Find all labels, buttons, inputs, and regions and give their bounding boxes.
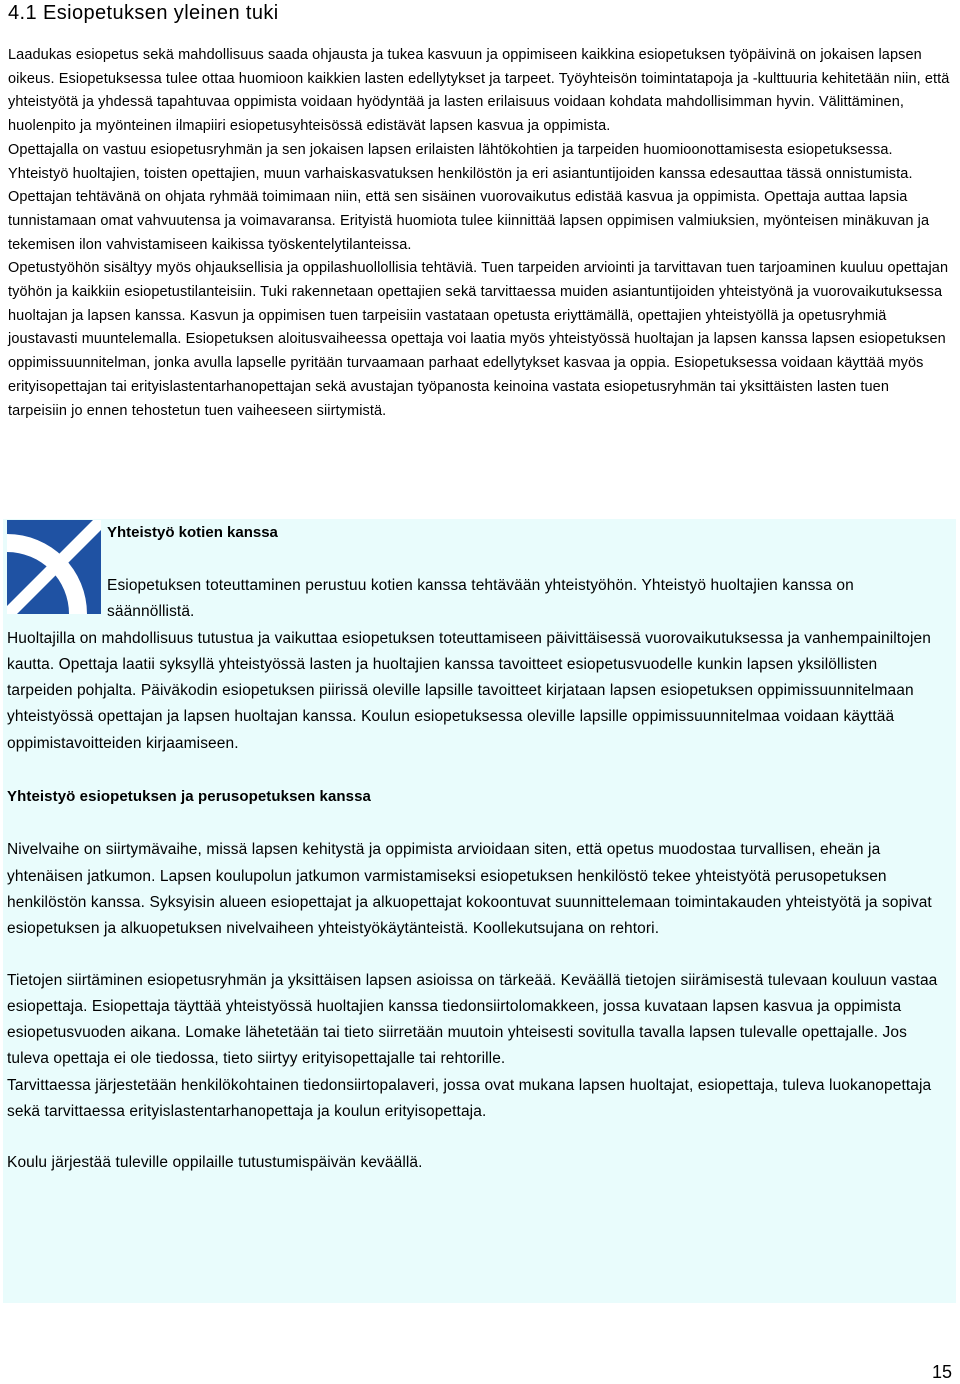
page-number: 15 <box>931 1362 952 1382</box>
box-heading-school-cooperation: Yhteistyö esiopetuksen ja perusopetuksen kanssa <box>7 788 371 806</box>
box-paragraph: Tarvittaessa järjestetään henkilökohtainen tiedonsiirtopalaveri, jossa ovat mukana lapsen huoltajat, esiopettaja, tuleva luokanopettaja sekä tarvittaessa erityislastentarhanopettaja ja koulun erityisopettaja. <box>7 1076 932 1121</box>
box-paragraph: Koulu järjestää tuleville oppilaille tutustumispäivän keväällä. <box>7 1154 423 1172</box>
box-paragraph: Esiopetuksen toteuttaminen perustuu kotien kanssa tehtävään yhteistyöhön. Yhteistyö huoltajien kanssa on säännöllistä. <box>107 577 854 621</box>
box-paragraph: Tietojen siirtäminen esiopetusryhmän ja yksittäisen lapsen asioissa on tärkeää. Keväällä tietojen siirämisestä tulevaan kouluun vastaa esiopettaja. Esiopettaja täyttää yhteistyössä huoltajien kanssa tiedonsiirtolomakkeen, jossa kuvataan lapsen kasvua ja oppimista esiopetusvuoden aikana. Lomake lähetetään tai tieto siirretään muutoin yhteisesti sovitulla tavalla lapsen tulevalle opettajalle. Jos tuleva opettaja ei ole tiedossa, tieto siirtyy erityisopettajalle tai rehtorille. <box>7 971 938 1068</box>
intro-paragraph: Opettajalla on vastuu esiopetusryhmän ja sen jokaisen lapsen erilaisten lähtökohtien ja tarpeiden huomioonottamisesta esiopetuksessa. Yhteistyö huoltajien, toisten opettajien, muun varhaiskasvatuksen henkilöstön ja eri asiantuntijoiden kanssa edesauttaa tässä onnistumista. Opettajan tehtävänä on ohjata ryhmää toimimaan niin, että sen sisäinen vuorovaikutus edistää kasvua ja oppimista. Opettaja auttaa lapsia tunnistamaan omat vahvuutensa ja voimavaransa. Erityistä huomiota tulee kiinnittää lapsen oppimisen valmiuksien, myönteisen minäkuvan ja tekemisen ilon vahvistamiseen kaikissa työskentelytilanteissa. <box>8 141 930 253</box>
spacer <box>7 810 943 837</box>
spacer <box>7 943 943 968</box>
spacer <box>7 757 943 784</box>
section-heading: 4.1 Esiopetuksen yleinen tuki <box>8 2 279 24</box>
box-content <box>7 573 943 1177</box>
box-paragraph: Huoltajilla on mahdollisuus tutustua ja vaikuttaa esiopetuksen toteuttamiseen päivittäisessä vuorovaikutuksessa ja vanhempainiltojen kautta. Opettaja laatii syksyllä yhteistyössä lasten ja huoltajien kanssa tavoitteet esiopetusvuodelle kunkin lapsen yksilöllisten tarpeiden pohjalta. Päiväkodin esiopetuksen piirissä oleville lapsille tavoitteet kirjataan lapsen esiopetuksen oppimissuunnitelmaan yhteistyössä opettajan ja lapsen huoltajan kanssa. Koulun esiopetuksessa oleville lapsille oppimissuunnitelmaa voidaan käyttää oppimistavoitteiden kirjaamiseen. <box>7 629 931 752</box>
box-heading-home-cooperation: Yhteistyö kotien kanssa <box>107 524 278 541</box>
spacer <box>7 1125 943 1150</box>
box-paragraph: Nivelvaihe on siirtymävaihe, missä lapsen kehitystä ja oppimista arvioidaan siten, että opetus muodostaa turvallisen, eheän ja yhtenäisen jatkumon. Lapsen koulupolun jatkumon varmistamiseksi esiopetuksen henkilöstö tekee yhteistyötä perusopetuksen henkilöstön kanssa. Syksyisin alueen esiopettajat ja alkuopettajat kokoontuvat suunnittelemaan toimintakauden yhteistyötä ja sopivat esiopetuksen ja alkuopetuksen nivelvaiheen yhteistyökäytänteistä. Koollekutsujana on rehtori. <box>7 841 932 938</box>
intro-paragraph: Opetustyöhön sisältyy myös ohjauksellisia ja oppilashuollollisia tehtäviä. Tuen tarpeiden arviointi ja tarvittavan tuen tarjoaminen kuuluu opettajan työhön ja kaikkiin esiopetustilanteisiin. Tuki rakennetaan opettajien sekä tarvittaessa muiden asiantuntijoiden yhteistyönä ja vuorovaikutuksessa huoltajan ja lapsen kanssa. Kasvun ja oppimisen tuen tarpeisiin vastataan opetusta eriyttämällä, opettajien yhteistyöllä ja opetusryhmiä joustavasti muuntelemalla. Esiopetuksen aloitusvaiheessa opettaja voi laatia myös yhteistyössä huoltajan ja lapsen kanssa lapsen esiopetuksen oppimissuunnitelman, jonka avulla lapselle pyritään turvaamaan parhaat edellytykset kasvaa ja oppia. Esiopetuksessa voidaan käyttää myös erityisopettajan tai erityislastentarhanopettajan sekä avustajan työpanosta keinoina vastata esiopetusryhmän tai yksittäisten lasten tuen tarpeisiin jo ennen tehostetun tuen vaiheeseen siirtymistä. <box>8 260 949 419</box>
intro-text <box>8 44 952 423</box>
intro-paragraph: Laadukas esiopetus sekä mahdollisuus saada ohjausta ja tukea kasvuun ja oppimiseen kaikkina esiopetuksen työpäivinä on jokaisen lapsen oikeus. Esiopetuksessa tulee ottaa huomioon kaikkien lasten edellytykset ja tarpeet. Työyhteisön toimintatapoja ja -kulttuuria kehitetään niin, että yhteistyötä ja yhdessä tapahtuvaa oppimista voidaan hyödyntää ja lasten erilaisuus voidaan kohdata mahdollisimman hyvin. Välittäminen, huolenpito ja myönteinen ilmapiiri esiopetusyhteisössä edistävät lapsen kasvua ja oppimista. <box>8 47 950 135</box>
